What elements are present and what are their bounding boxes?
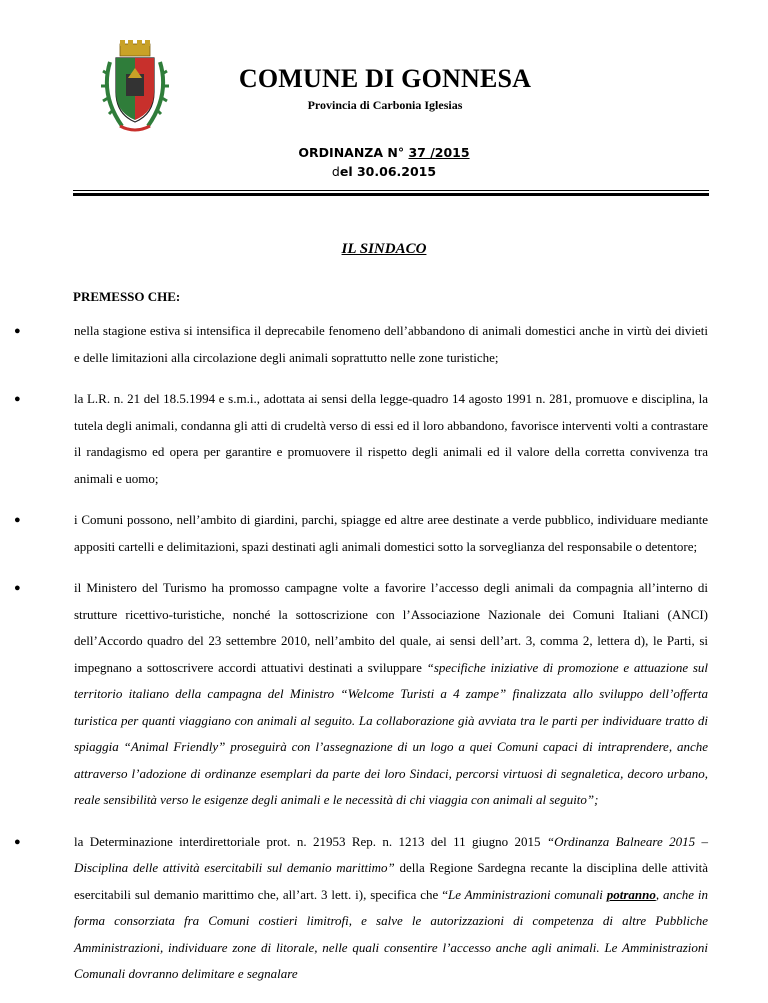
municipality-title: COMUNE DI GONNESA <box>238 64 532 93</box>
list-item <box>14 829 708 988</box>
ordinance-date-value: el 30.06.2015 <box>339 164 437 179</box>
bullet-icon: ● <box>14 582 21 594</box>
section-heading: IL SINDACO <box>341 241 427 257</box>
header-divider-thick <box>73 193 709 196</box>
ordinance-date <box>0 164 768 179</box>
list-item <box>14 575 708 814</box>
ordinance-number-value: 37 /2015 <box>408 145 470 160</box>
list-item-text: i Comuni possono, nell’ambito di giardini, parchi, spiagge ed altre aree destinate a verde pubblico, individuare mediante appositi cartelli e delimitazioni, spazi destinati agli animali domestici sotto la sorveglianza del responsabile o detentore; <box>74 512 708 554</box>
bullet-icon: ● <box>14 514 21 526</box>
list-item-text: la L.R. n. 21 del 18.5.1994 e s.m.i., adottata ai sensi della legge-quadro 14 agosto 1991 n. 281, promuove e disciplina, la tutela degli animali, condanna gli atti di crudeltà verso di essi ed il loro abbandono, favorisce interventi volti a contrastare il randagismo ed opera per garantire e promuovere il rispetto degli animali ed il valore della corretta convivenza tra animali e uomo; <box>74 391 708 486</box>
list-item <box>14 507 708 560</box>
list-item-text: la Determinazione interdirettoriale prot. n. 21953 Rep. n. 1213 del 11 giugno 2015 <box>74 833 547 849</box>
list-item-quote: Le Amministrazioni comunali <box>447 886 607 902</box>
list-item-text: della Regione Sardegna recante la disciplina delle attività esercitabili sul demanio marittimo che, all’art. 3 lett. i), specifica che “ <box>74 860 708 902</box>
list-item <box>14 318 708 371</box>
ordinance-number <box>0 145 768 160</box>
list-item-quote: , anche in forma consorziata fra Comuni costieri limitrofi, e salve le autorizzazioni di competenza di altre Pubbliche Amministrazioni, individuare zone di litorale, nelle quali consentire l’accesso anche agli animali. Le Amministrazioni Comunali dovranno delimitare e segnalare <box>74 886 708 981</box>
list-item <box>14 386 708 492</box>
ordinance-number-prefix: ORDINANZA N° <box>298 145 405 160</box>
list-item-text: nella stagione estiva si intensifica il deprecabile fenomeno dell’abbandono di animali domestici anche in virtù dei divieti e delle limitazioni alla circolazione degli animali soprattutto nelle zone turistiche; <box>74 323 708 365</box>
premises-list <box>14 318 708 1003</box>
bullet-icon: ● <box>14 835 21 848</box>
list-item-quote: “specifiche iniziative di promozione e attuazione sul territorio italiano della campagna del Ministro “Welcome Turisti a 4 zampe” finalizzata allo sviluppo dell’offerta turistica per quanti viaggiano con animali al seguito. La collaborazione già avviata tra le parti per individuare tratto di spiaggia “Animal Friendly” proseguirà con l’assegnazione di un logo a quei Comuni capaci di intraprendere, anche attraverso l’adozione di ordinanze esemplari da parte dei loro Sindaci, percorsi virtuosi di segnaletica, decoro urbano, reale sensibilità verso le esigenze degli animali e le necessità di chi viaggia con animali al seguito”; <box>74 659 708 807</box>
bullet-icon: ● <box>14 393 21 405</box>
municipal-crest-icon <box>100 40 170 138</box>
list-item-quote: “Ordinanza Balneare 2015 – Disciplina delle attività esercitabili sul demanio marittimo” <box>74 833 708 875</box>
ordinance-date-prefix: d <box>331 164 340 179</box>
bullet-icon: ● <box>14 325 21 337</box>
list-item-text: il Ministero del Turismo ha promosso campagne volte a favorire l’accesso degli animali da compagnia all’interno di strutture ricettivo-turistiche, nonché la sottoscrizione con l’Associazione Nazionale dei Comuni Italiani (ANCI) dell’Accordo quadro del 23 settembre 2010, nell’ambito del quale, ai sensi dell’art. 3, comma 2, lettera d), le Parti, si impegnano a sottoscrivere accordi attuativi destinati a sviluppare <box>74 580 708 675</box>
premesso-label: PREMESSO CHE: <box>73 289 181 304</box>
emphasis-word: potranno <box>606 886 656 902</box>
header-divider-thin <box>73 190 709 191</box>
province-subtitle: Provincia di Carbonia Iglesias <box>307 98 463 112</box>
